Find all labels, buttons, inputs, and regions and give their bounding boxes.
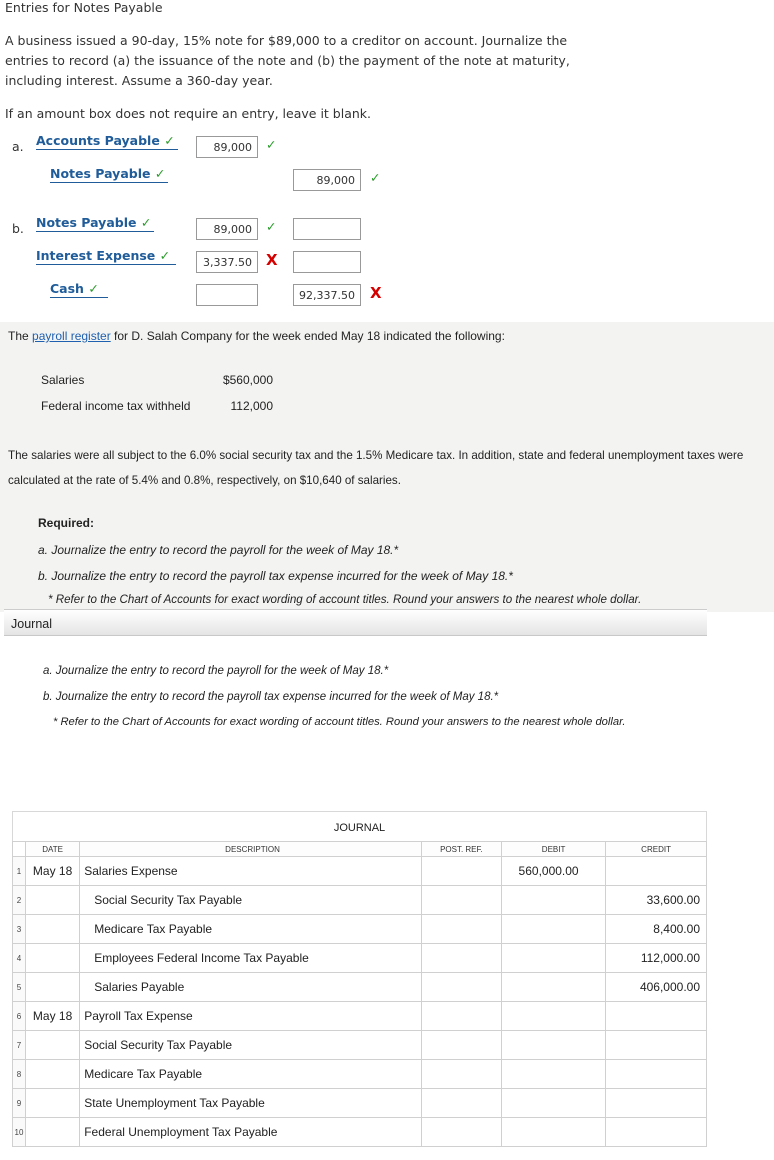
journal-row bbox=[13, 1060, 707, 1089]
check-icon: ✓ bbox=[266, 137, 277, 152]
credit-cell[interactable] bbox=[606, 1089, 707, 1118]
account-label: Accounts Payable bbox=[36, 133, 160, 148]
row-number: 1 bbox=[13, 857, 26, 886]
required-a: a. Journalize the entry to record the payroll for the week of May 18.* bbox=[38, 543, 399, 557]
credit-input-b1[interactable] bbox=[293, 218, 361, 240]
description-cell[interactable]: Social Security Tax Payable bbox=[80, 886, 422, 915]
problem-intro-line-1: A business issued a 90-day, 15% note for $89,000 to a creditor on account. Journalize the bbox=[5, 33, 568, 48]
credit-cell[interactable]: 33,600.00 bbox=[606, 886, 707, 915]
date-cell[interactable] bbox=[26, 1089, 80, 1118]
post-ref-cell[interactable] bbox=[421, 1089, 501, 1118]
salaries-label: Salaries bbox=[41, 373, 85, 387]
fed-tax-value: 112,000 bbox=[230, 399, 273, 413]
description-cell[interactable]: Medicare Tax Payable bbox=[80, 1060, 422, 1089]
post-ref-cell[interactable] bbox=[421, 915, 501, 944]
check-icon: ✓ bbox=[154, 166, 166, 181]
journal-header-row bbox=[13, 842, 707, 857]
credit-header: CREDIT bbox=[606, 842, 707, 857]
journal-tab-label[interactable]: Journal bbox=[11, 617, 52, 631]
check-icon: ✓ bbox=[370, 170, 381, 185]
payroll-intro bbox=[8, 329, 505, 343]
account-label: Interest Expense bbox=[36, 248, 156, 263]
row-number: 10 bbox=[13, 1118, 26, 1147]
journal-row bbox=[13, 1002, 707, 1031]
post-ref-cell[interactable] bbox=[421, 973, 501, 1002]
account-select-accounts-payable[interactable] bbox=[36, 133, 178, 150]
tax-text-line-1: The salaries were all subject to the 6.0% social security tax and the 1.5% Medicare tax. In addition, state and federal unemployment taxes were bbox=[8, 449, 744, 462]
row-number: 5 bbox=[13, 973, 26, 1002]
post-ref-cell[interactable] bbox=[421, 944, 501, 973]
date-cell[interactable] bbox=[26, 1118, 80, 1147]
journal-row bbox=[13, 886, 707, 915]
payroll-intro-start: The bbox=[8, 329, 33, 343]
credit-input-b2[interactable] bbox=[293, 251, 361, 273]
check-icon: ✓ bbox=[140, 215, 152, 230]
credit-cell[interactable] bbox=[606, 1031, 707, 1060]
journal-table-wrap bbox=[12, 841, 707, 1147]
debit-input-b2[interactable]: 3,337.50 bbox=[196, 251, 258, 273]
credit-input-b3[interactable]: 92,337.50 bbox=[293, 284, 361, 306]
description-cell[interactable]: Medicare Tax Payable bbox=[80, 915, 422, 944]
account-select-cash[interactable] bbox=[50, 281, 108, 298]
part-b-row-3 bbox=[50, 281, 108, 298]
debit-cell[interactable] bbox=[502, 973, 606, 1002]
credit-cell[interactable] bbox=[606, 1118, 707, 1147]
debit-input-b3[interactable] bbox=[196, 284, 258, 306]
account-select-notes-payable[interactable] bbox=[50, 166, 168, 183]
date-cell[interactable] bbox=[26, 944, 80, 973]
account-label: Notes Payable bbox=[50, 166, 151, 181]
post-ref-cell[interactable] bbox=[421, 886, 501, 915]
description-cell[interactable]: Social Security Tax Payable bbox=[80, 1031, 422, 1060]
date-cell[interactable] bbox=[26, 915, 80, 944]
debit-cell[interactable] bbox=[502, 1060, 606, 1089]
description-header: DESCRIPTION bbox=[80, 842, 422, 857]
required-b: b. Journalize the entry to record the payroll tax expense incurred for the week of May 18.* bbox=[38, 569, 513, 583]
post-ref-cell[interactable] bbox=[421, 1060, 501, 1089]
part-b-row-1 bbox=[36, 215, 154, 232]
journal-table bbox=[12, 841, 707, 1147]
debit-cell[interactable] bbox=[502, 1118, 606, 1147]
part-a-label: a. bbox=[12, 139, 24, 154]
account-label: Cash bbox=[50, 281, 84, 296]
credit-cell[interactable] bbox=[606, 857, 707, 886]
row-number: 2 bbox=[13, 886, 26, 915]
check-icon: ✓ bbox=[159, 248, 171, 263]
debit-input-a1[interactable]: 89,000 bbox=[196, 136, 258, 158]
row-number: 3 bbox=[13, 915, 26, 944]
part-b-label: b. bbox=[12, 221, 24, 236]
debit-cell[interactable] bbox=[502, 915, 606, 944]
description-cell[interactable]: Payroll Tax Expense bbox=[80, 1002, 422, 1031]
row-number: 9 bbox=[13, 1089, 26, 1118]
part-a-row-2 bbox=[50, 166, 168, 183]
credit-cell[interactable]: 8,400.00 bbox=[606, 915, 707, 944]
row-number-header bbox=[13, 842, 26, 857]
debit-cell[interactable] bbox=[502, 1089, 606, 1118]
post-ref-header: POST. REF. bbox=[421, 842, 501, 857]
account-select-notes-payable[interactable] bbox=[36, 215, 154, 232]
payroll-intro-end: for D. Salah Company for the week ended May 18 indicated the following: bbox=[110, 329, 505, 343]
check-icon: ✓ bbox=[88, 281, 99, 296]
debit-header: DEBIT bbox=[502, 842, 606, 857]
post-ref-cell[interactable] bbox=[421, 1002, 501, 1031]
journal-row bbox=[13, 973, 707, 1002]
journal-tab-header bbox=[4, 609, 707, 636]
date-cell[interactable]: May 18 bbox=[26, 857, 80, 886]
part-b-row-2 bbox=[36, 248, 176, 265]
credit-cell[interactable] bbox=[606, 1060, 707, 1089]
account-label: Notes Payable bbox=[36, 215, 137, 230]
tax-text-line-2: calculated at the rate of 5.4% and 0.8%, respectively, on $10,640 of salaries. bbox=[8, 474, 401, 487]
required-label: Required: bbox=[38, 516, 95, 530]
debit-cell[interactable] bbox=[502, 1002, 606, 1031]
payroll-register-link[interactable]: payroll register bbox=[32, 329, 111, 343]
post-ref-cell[interactable] bbox=[421, 857, 501, 886]
row-number: 6 bbox=[13, 1002, 26, 1031]
account-select-interest-expense[interactable] bbox=[36, 248, 176, 265]
journal-row bbox=[13, 1031, 707, 1060]
problem-intro-line-3: including interest. Assume a 360-day year. bbox=[5, 73, 273, 88]
journal-required-b: b. Journalize the entry to record the payroll tax expense incurred for the week of May 18.* bbox=[43, 691, 499, 703]
credit-cell[interactable]: 112,000.00 bbox=[606, 944, 707, 973]
debit-cell[interactable] bbox=[502, 886, 606, 915]
check-icon: ✓ bbox=[266, 219, 277, 234]
post-ref-cell[interactable] bbox=[421, 1031, 501, 1060]
credit-input-a2[interactable]: 89,000 bbox=[293, 169, 361, 191]
description-cell[interactable]: Federal Unemployment Tax Payable bbox=[80, 1118, 422, 1147]
post-ref-cell[interactable] bbox=[421, 1118, 501, 1147]
journal-row bbox=[13, 915, 707, 944]
cross-icon: X bbox=[370, 284, 382, 302]
journal-row bbox=[13, 1118, 707, 1147]
description-cell[interactable]: Salaries Expense bbox=[80, 857, 422, 886]
part-a-row-1 bbox=[36, 133, 178, 150]
row-number: 7 bbox=[13, 1031, 26, 1060]
debit-input-b1[interactable]: 89,000 bbox=[196, 218, 258, 240]
blank-instruction: If an amount box does not require an entry, leave it blank. bbox=[5, 106, 371, 121]
row-number: 8 bbox=[13, 1060, 26, 1089]
problem-intro-line-2: entries to record (a) the issuance of the note and (b) the payment of the note at maturity, bbox=[5, 53, 570, 68]
cross-icon: X bbox=[266, 251, 278, 269]
debit-cell[interactable]: 560,000.00 bbox=[502, 857, 606, 886]
debit-cell[interactable] bbox=[502, 944, 606, 973]
description-cell[interactable]: State Unemployment Tax Payable bbox=[80, 1089, 422, 1118]
description-cell[interactable]: Employees Federal Income Tax Payable bbox=[80, 944, 422, 973]
debit-cell[interactable] bbox=[502, 1031, 606, 1060]
journal-row bbox=[13, 944, 707, 973]
journal-row bbox=[13, 857, 707, 886]
journal-title: JOURNAL bbox=[12, 811, 707, 841]
journal-required-a: a. Journalize the entry to record the payroll for the week of May 18.* bbox=[43, 665, 389, 677]
description-cell[interactable]: Salaries Payable bbox=[80, 973, 422, 1002]
date-cell[interactable] bbox=[26, 973, 80, 1002]
journal-note: * Refer to the Chart of Accounts for exact wording of account titles. Round your answers to the nearest whole dollar. bbox=[53, 716, 626, 728]
date-cell[interactable]: May 18 bbox=[26, 1002, 80, 1031]
salaries-value: $560,000 bbox=[222, 373, 273, 387]
date-cell[interactable] bbox=[26, 1060, 80, 1089]
date-header: DATE bbox=[26, 842, 80, 857]
date-cell[interactable] bbox=[26, 886, 80, 915]
row-number: 4 bbox=[13, 944, 26, 973]
fed-tax-label: Federal income tax withheld bbox=[41, 399, 191, 413]
journal-row bbox=[13, 1089, 707, 1118]
required-note: * Refer to the Chart of Accounts for exact wording of account titles. Round your answers to the nearest whole dollar. bbox=[48, 593, 642, 606]
page-title: Entries for Notes Payable bbox=[5, 0, 163, 15]
date-cell[interactable] bbox=[26, 1031, 80, 1060]
credit-cell[interactable] bbox=[606, 1002, 707, 1031]
check-icon: ✓ bbox=[164, 133, 175, 148]
credit-cell[interactable]: 406,000.00 bbox=[606, 973, 707, 1002]
